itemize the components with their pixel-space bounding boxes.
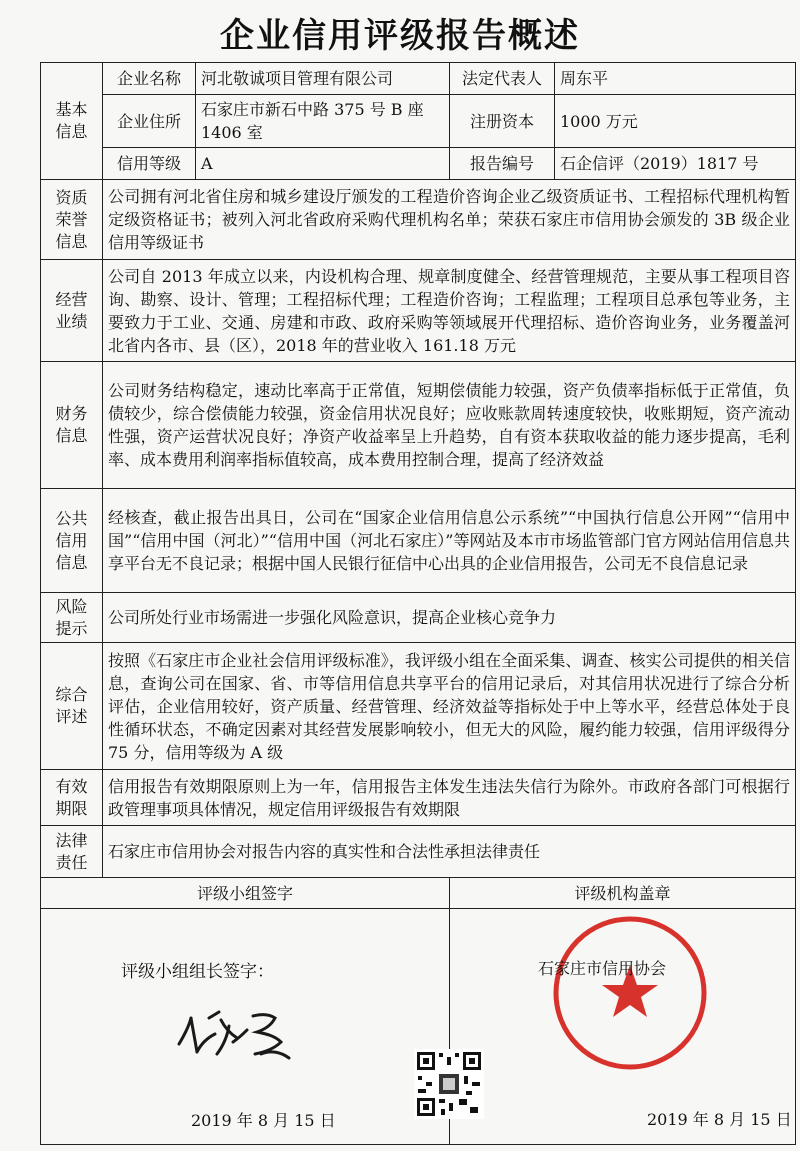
review-text: 按照《石家庄市企业社会信用评级标准》，我评级小组在全面采集、调查、核实公司提供的相关信息，查询公司在国家、省、市等信用信息共享平台的信用记录后，对其信用状况进行了综合分析评估，企业信用较好，资产质量、经营管理、经济效益等指标处于中上等水平，经营总体处于良性循环状态，不确定因素对其经营发展影响较小，但无大的风险，履约能力较强，信用评级得分 75 分，信用等级为 A 级 (103, 643, 796, 770)
report-number-label: 报告编号 (450, 148, 555, 180)
validity-label (41, 770, 103, 826)
page-title: 企业信用评级报告概述 (220, 16, 580, 56)
credit-grade-label: 信用等级 (103, 148, 196, 180)
org-stamp-header: 评级机构盖章 (450, 878, 796, 909)
validity-label-text: 有效期限 (55, 776, 88, 818)
public-credit-label-text: 公共信用信息 (55, 508, 88, 572)
public-credit-label (41, 489, 103, 593)
financial-label (41, 362, 103, 489)
performance-text: 公司自 2013 年成立以来，内设机构合理、规章制度健全、经营管理规范，主要从事工程项目咨询、勘察、设计、管理；工程招标代理；工程造价咨询；工程监理；工程项目总承包等业务，主要致力于工业、交通、房建和市政、政府采购等领域展开代理招标、造价咨询业务，业务覆盖河北省内各市、县（区），2018 年的营业收入 161.18 万元 (103, 260, 796, 362)
credit-grade-value: A (196, 148, 450, 180)
qualification-label (41, 180, 103, 260)
qualification-text: 公司拥有河北省住房和城乡建设厅颁发的工程造价咨询企业乙级资质证书、工程招标代理机构暂定级资格证书；被列入河北省政府采购代理机构名单；荣获石家庄市信用协会颁发的 3B 级企业信用等级证书 (103, 180, 796, 260)
legal-label (41, 826, 103, 878)
org-stamp-area (450, 909, 796, 1145)
review-label-text: 综合评述 (55, 685, 88, 726)
company-name-label: 企业名称 (103, 63, 196, 95)
group-sign-date: 2019 年 8 月 15 日 (191, 1111, 336, 1130)
review-label (41, 643, 103, 770)
org-stamp-date: 2019 年 8 月 15 日 (647, 1110, 792, 1129)
legal-text: 石家庄市信用协会对报告内容的真实性和合法性承担法律责任 (103, 826, 796, 878)
risk-text: 公司所处行业市场需进一步强化风险意识，提高企业核心竞争力 (103, 593, 796, 643)
legal-rep-label: 法定代表人 (450, 63, 555, 95)
address-value: 石家庄市新石中路 375 号 B 座 1406 室 (196, 95, 450, 148)
leader-sign-label: 评级小组组长签字： (121, 962, 274, 982)
risk-label-text: 风险提示 (55, 596, 88, 638)
company-name-value: 河北敬诚项目管理有限公司 (196, 63, 450, 95)
public-credit-text: 经核查，截止报告出具日，公司在“国家企业信用信息公示系统”“中国执行信息公开网”“信用中国”“信用中国（河北）”“信用中国（河北石家庄）”等网站及本市市场监管部门官方网站信用信息共享平台无不良记录；根据中国人民银行征信中心出具的企业信用报告，公司无不良信息记录 (103, 489, 796, 593)
performance-label-text: 经营业绩 (55, 289, 88, 331)
handwritten-signature (171, 1004, 301, 1064)
legal-rep-value: 周东平 (555, 63, 796, 95)
address-label: 企业住所 (103, 95, 196, 148)
legal-label-text: 法律责任 (55, 830, 88, 872)
risk-label (41, 593, 103, 643)
org-name: 石家庄市信用协会 (538, 959, 667, 978)
capital-label: 注册资本 (450, 95, 555, 148)
financial-label-text: 财务信息 (55, 404, 88, 445)
basic-info-label-text: 基本信息 (55, 100, 88, 141)
official-seal (550, 913, 710, 1073)
capital-value: 1000 万元 (555, 95, 796, 148)
report-table (40, 62, 796, 1145)
group-sign-area (41, 909, 450, 1145)
group-sign-header: 评级小组签字 (41, 878, 450, 909)
qualification-label-text: 资质荣誉信息 (55, 187, 88, 251)
performance-label (41, 260, 103, 362)
financial-text: 公司财务结构稳定，速动比率高于正常值，短期偿债能力较强，资产负债率指标低于正常值，负债较少，综合偿债能力较强，资金信用状况良好；应收账款周转速度较快，收账期短，资产流动性强，资产运营状况良好；净资产收益率呈上升趋势，自有资本获取收益的能力逐步提高，毛利率、成本费用利润率指标值较高，成本费用控制合理，提高了经济效益 (103, 362, 796, 489)
basic-info-label (41, 63, 103, 180)
report-number-value: 石企信评（2019）1817 号 (555, 148, 796, 180)
validity-text: 信用报告有效期限原则上为一年，信用报告主体发生违法失信行为除外。市政府各部门可根据行政管理事项具体情况，规定信用评级报告有效期限 (103, 770, 796, 826)
qr-code (414, 1049, 484, 1119)
